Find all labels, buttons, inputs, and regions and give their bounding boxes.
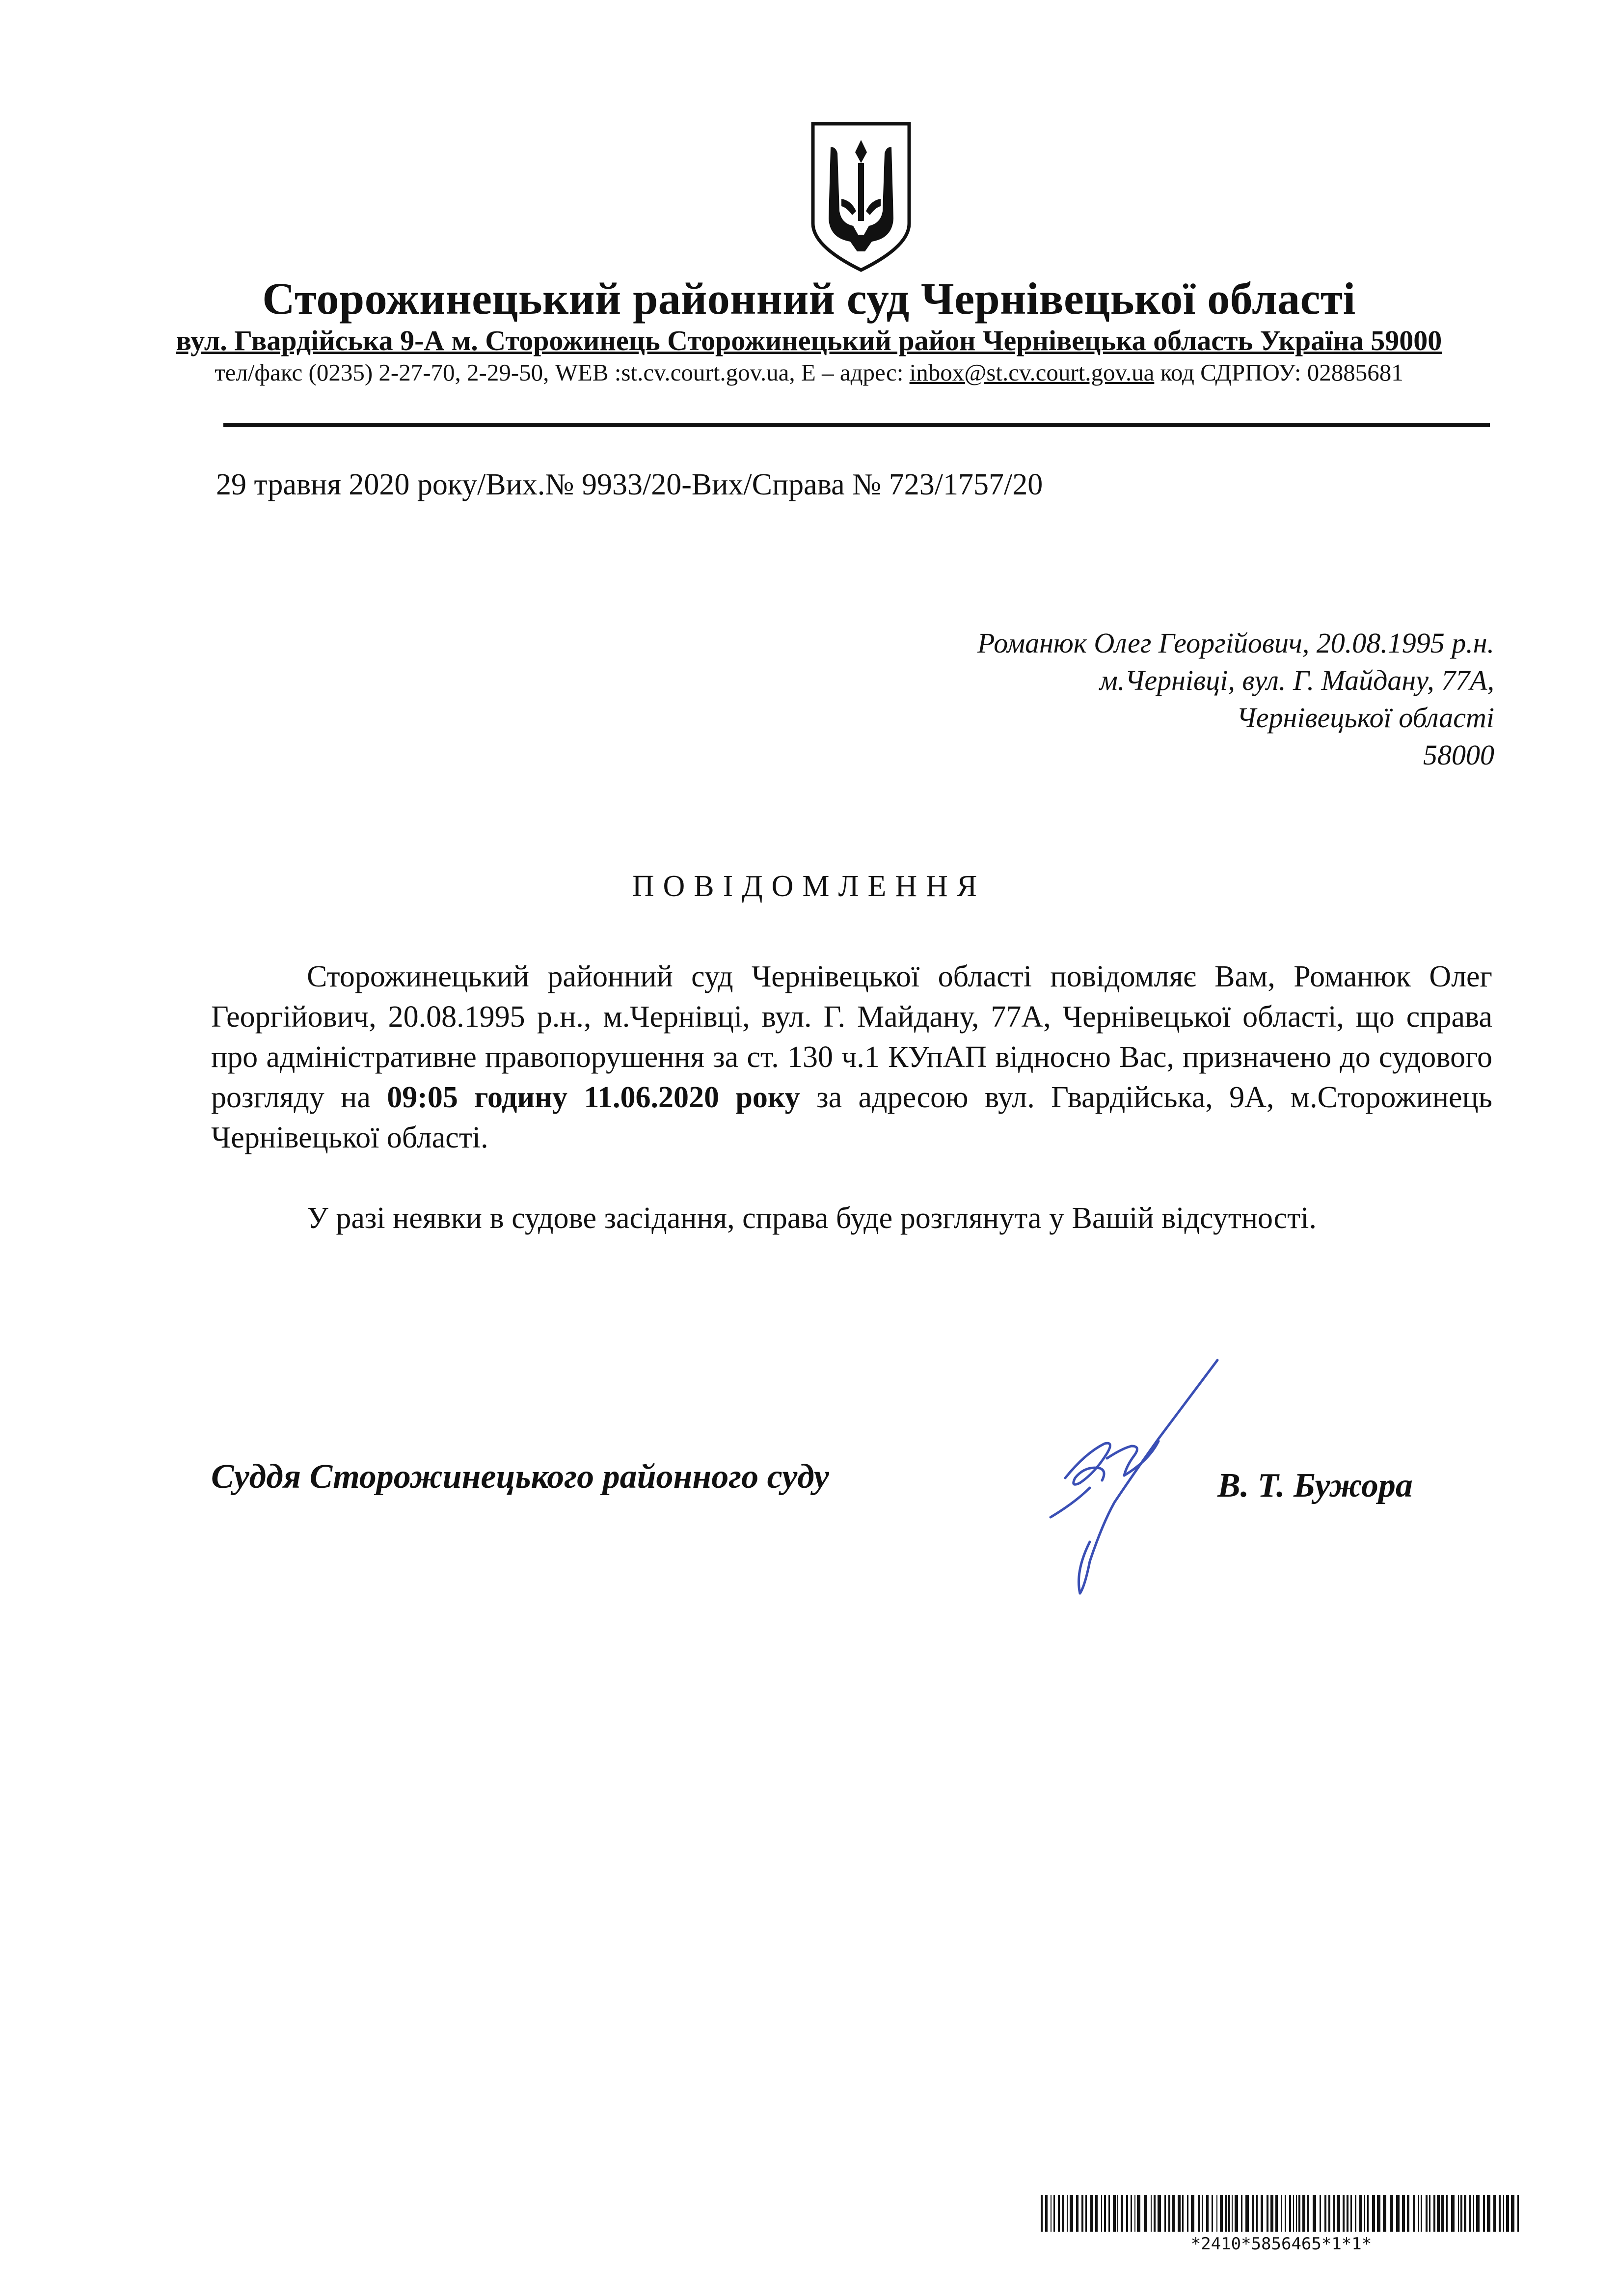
contacts-suffix: код СДРПОУ: 02885681 — [1154, 359, 1403, 386]
notice-title: ПОВІДОМЛЕННЯ — [632, 870, 986, 903]
body-paragraph-2: У разі неявки в судове засідання, справа буде розглянута у Вашій відсутності. — [307, 1202, 1317, 1235]
judge-title: Суддя Сторожинецького районного суду — [211, 1458, 829, 1496]
ukraine-trident-icon — [807, 118, 915, 275]
court-name: Сторожинецький районний суд Чернівецької області — [262, 273, 1356, 324]
court-email-link[interactable]: inbox@st.cv.court.gov.ua — [909, 359, 1155, 386]
header-divider — [223, 423, 1490, 427]
p1-text-start: Сторожинецький районний суд Чернівецької області повідомляє Вам, Романюк Олег Георгійович, 20.08.1995 р.н., м.Чернівці, вул. Г. Майдану, 77А, Чернівецької області, що справа про адміністративне правопорушення за ст. 130 ч.1 КУпАП відносно Вас, призначено до судового розгляду на — [211, 960, 1492, 1114]
court-address: вул. Гвардійська 9-А м. Сторожинець Сторожинецький район Чернівецька область Україна 59000 — [176, 325, 1442, 356]
court-contacts — [0, 358, 1618, 386]
outgoing-reference: 29 травня 2020 року/Вих.№ 9933/20-Вих/Справа № 723/1757/20 — [216, 468, 1043, 501]
addressee-region-line: Чернівецької області — [1236, 702, 1494, 734]
addressee-block — [977, 625, 1494, 774]
barcode-number: *2410*5856465*1*1* — [1190, 2234, 1372, 2254]
barcode-icon — [1041, 2195, 1522, 2232]
notice-body — [211, 957, 1492, 1238]
addressee-street-line: м.Чернівці, вул. Г. Майдану, 77А, — [1099, 664, 1494, 696]
addressee-name-line: Романюк Олег Георгійович, 20.08.1995 р.н. — [977, 627, 1494, 659]
handwritten-signature — [1001, 1355, 1237, 1601]
judge-name: В. Т. Бужора — [1217, 1467, 1413, 1504]
hearing-datetime: 09:05 годину 11.06.2020 року — [387, 1081, 800, 1114]
addressee-postcode-line: 58000 — [1423, 739, 1494, 771]
body-paragraph-1 — [211, 957, 1492, 1158]
p1-text-end: за адресою вул. Гвардійська, 9А, м.Сторожинець Чернівецької області. — [211, 1081, 1492, 1154]
contacts-prefix: тел/факс (0235) 2-27-70, 2-29-50, WEB :st.cv.court.gov.ua, E – адрес: — [215, 359, 910, 386]
